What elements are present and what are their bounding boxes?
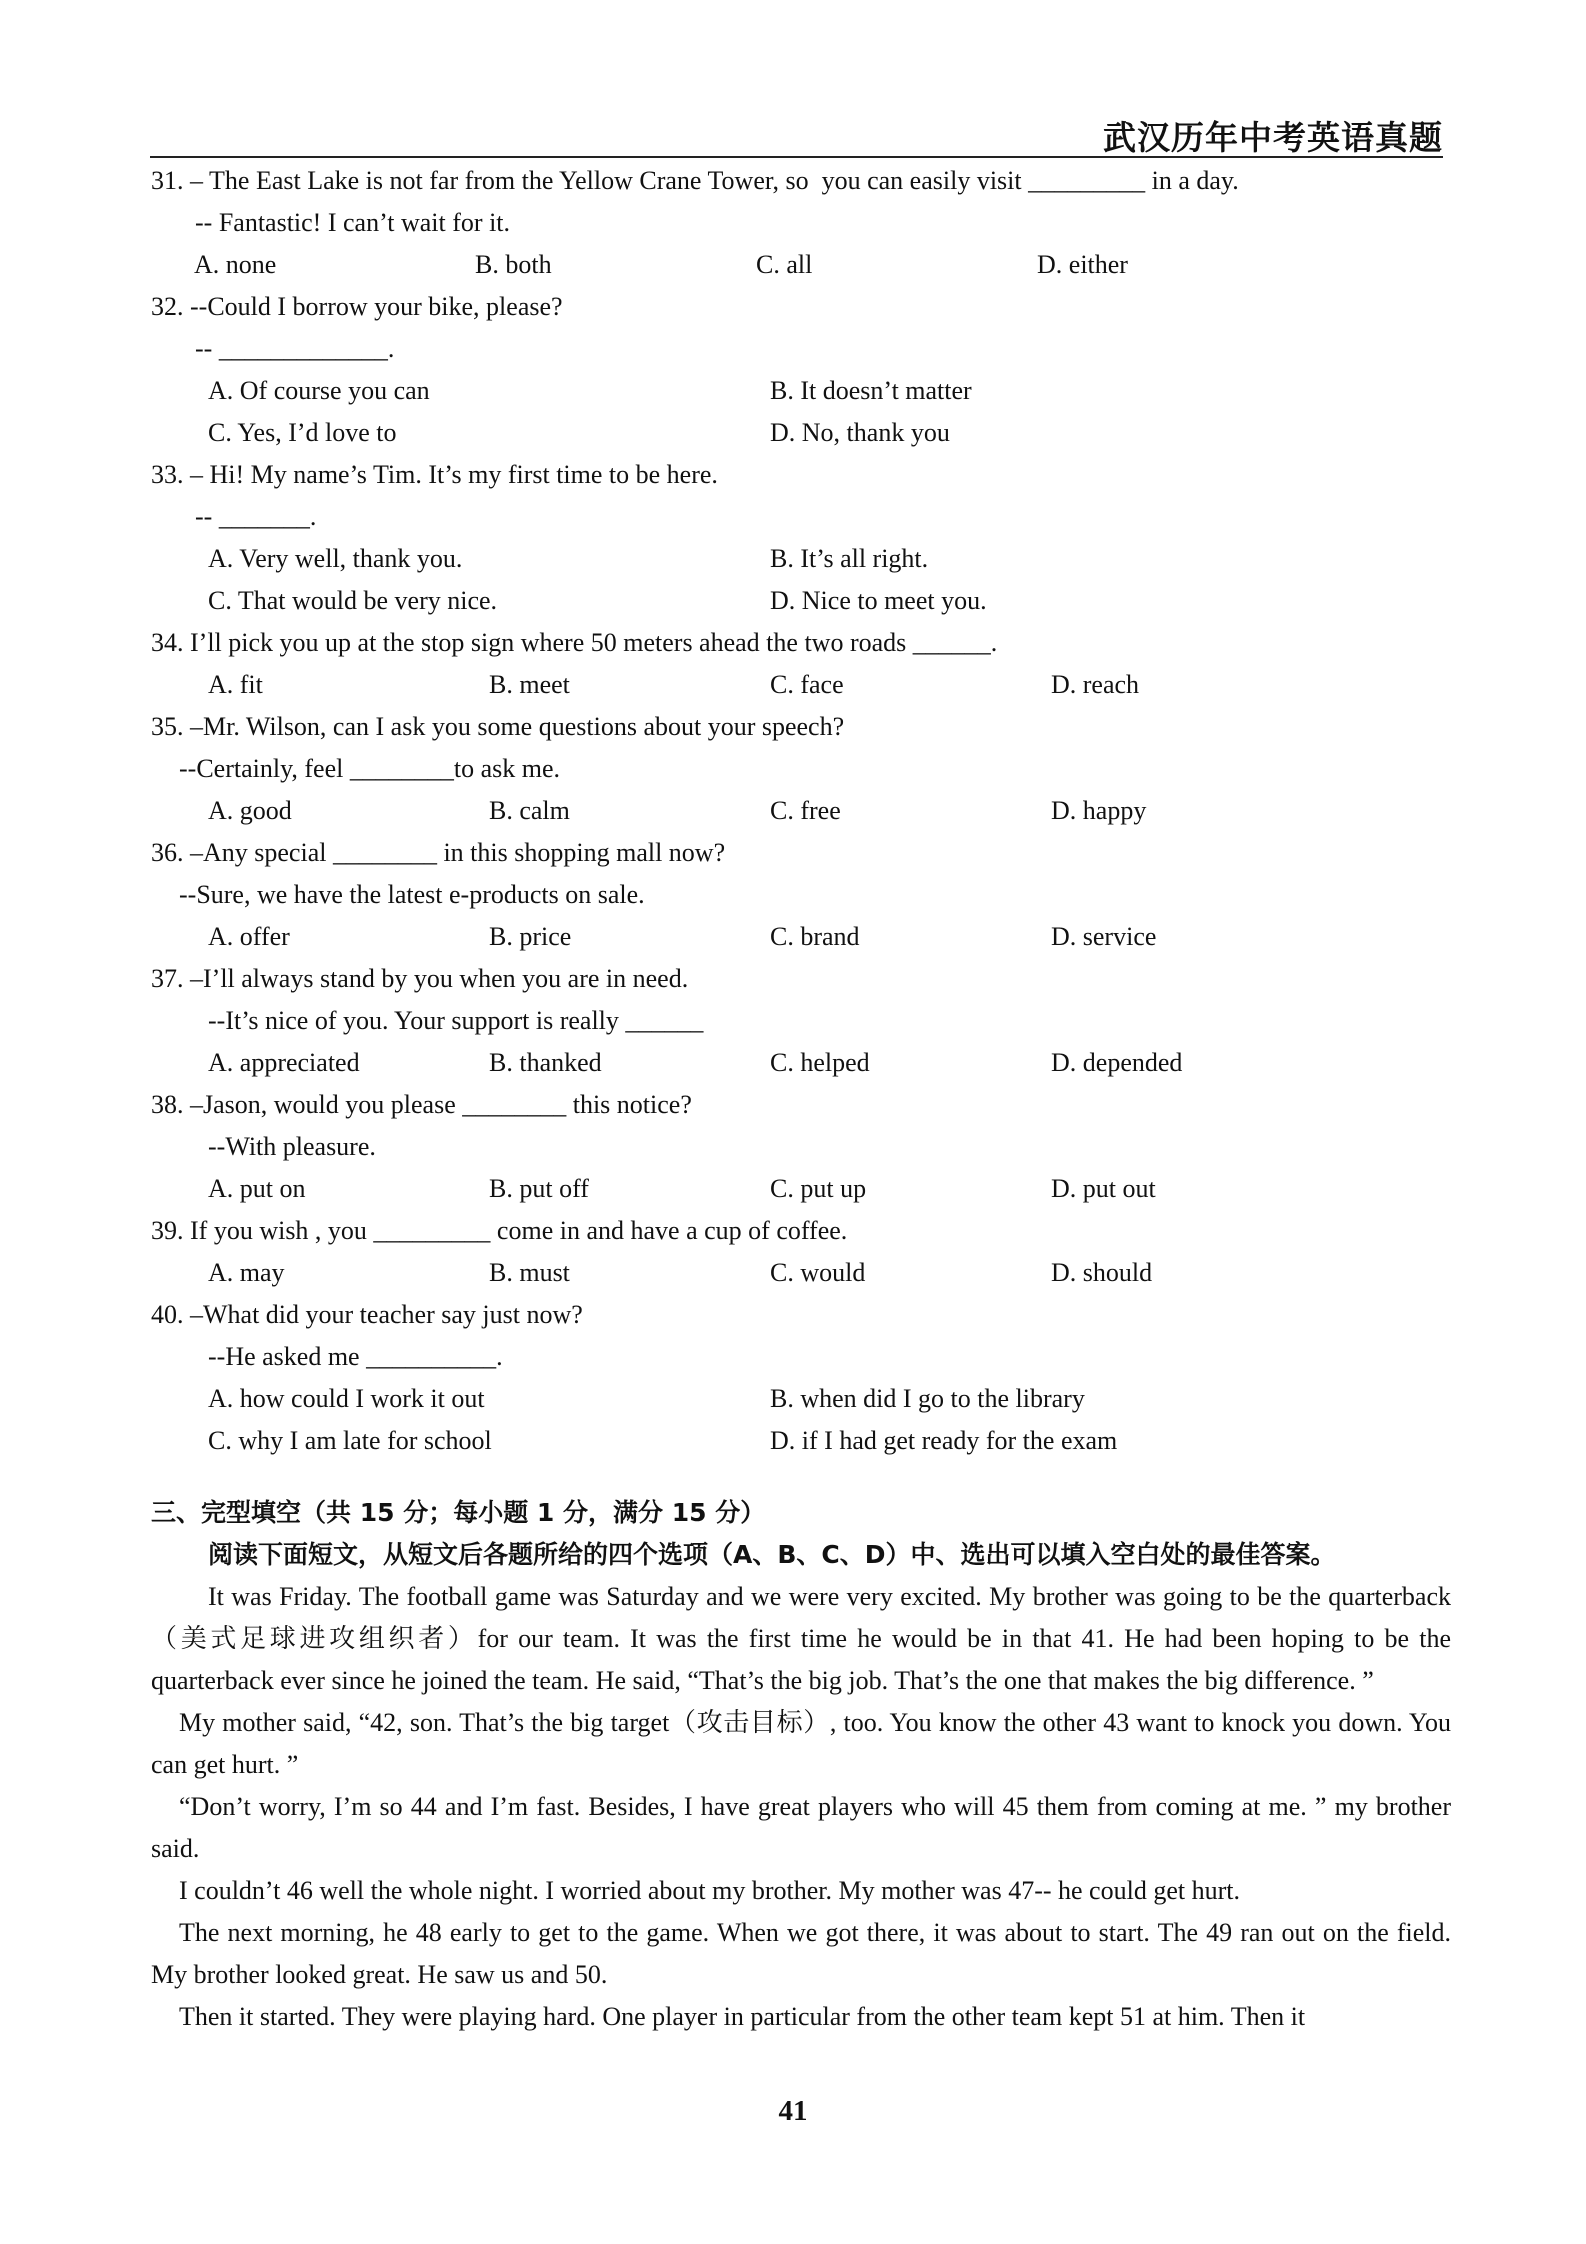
option-b: B. It’s all right. [770, 544, 929, 573]
question-40-stem: 40. –What did your teacher say just now? [151, 1300, 583, 1329]
option-a: A. how could I work it out [208, 1384, 485, 1413]
option-b: B. price [489, 922, 572, 951]
option-d: D. should [1051, 1258, 1153, 1287]
header-rule [150, 156, 1443, 158]
content [151, 160, 1451, 2038]
option-c: C. face [770, 670, 844, 699]
question-31-stem: 31. – The East Lake is not far from the Yellow Crane Tower, so you can easily visit _________ in a day. [151, 166, 1239, 195]
option-b: B. must [489, 1258, 570, 1287]
option-c: C. brand [770, 922, 860, 951]
option-c: C. why I am late for school [208, 1426, 492, 1455]
question-38-response: --With pleasure. [208, 1132, 376, 1161]
passage-paragraph-4: I couldn’t 46 well the whole night. I worried about my brother. My mother was 47-- he could get hurt. [179, 1876, 1240, 1905]
question-33-options-row1 [151, 538, 1451, 580]
option-d: D. reach [1051, 670, 1140, 699]
option-b: B. meet [489, 670, 570, 699]
option-b: B. when did I go to the library [770, 1384, 1085, 1413]
option-a: A. may [208, 1258, 285, 1287]
question-36-options [151, 916, 1451, 958]
question-37-options [151, 1042, 1451, 1084]
question-40-options-row1 [151, 1378, 1451, 1420]
question-37-response: --It’s nice of you. Your support is really ______ [208, 1006, 704, 1035]
option-a: A. none [194, 250, 277, 279]
option-a: A. put on [208, 1174, 306, 1203]
passage-paragraph-5: The next morning, he 48 early to get to the game. When we got there, it was about to start. The 49 ran out on the field. My brother looked great. He saw us and 50. [151, 1918, 1451, 1989]
option-d: D. either [1037, 250, 1128, 279]
question-36-stem: 36. –Any special ________ in this shopping mall now? [151, 838, 726, 867]
option-d: D. if I had get ready for the exam [770, 1426, 1118, 1455]
question-35-response: --Certainly, feel ________to ask me. [179, 754, 560, 783]
question-34-stem: 34. I’ll pick you up at the stop sign where 50 meters ahead the two roads ______. [151, 628, 998, 657]
option-a: A. appreciated [208, 1048, 360, 1077]
question-32-response: -- _____________. [195, 334, 395, 363]
passage-paragraph-3: “Don’t worry, I’m so 44 and I’m fast. Besides, I have great players who will 45 them from coming at me. ” my brother said. [151, 1792, 1451, 1863]
option-a: A. offer [208, 922, 290, 951]
question-37-stem: 37. –I’ll always stand by you when you are in need. [151, 964, 689, 993]
passage-paragraph-1: It was Friday. The football game was Saturday and we were very excited. My brother was going to be the quarterback（美式足球进攻组织者）for our team. It was the first time he would be in that 41. He had been hoping to be the quarterback ever since he joined the team. He said, “That’s the big job. That’s the one that makes the big difference. ” [151, 1582, 1451, 1695]
question-33-stem: 33. – Hi! My name’s Tim. It’s my first time to be here. [151, 460, 718, 489]
option-b: B. It doesn’t matter [770, 376, 972, 405]
question-39-stem: 39. If you wish , you _________ come in and have a cup of coffee. [151, 1216, 848, 1245]
question-35-stem: 35. –Mr. Wilson, can I ask you some questions about your speech? [151, 712, 845, 741]
option-d: D. Nice to meet you. [770, 586, 987, 615]
option-c: C. all [756, 250, 813, 279]
option-b: B. put off [489, 1174, 589, 1203]
option-d: D. happy [1051, 796, 1147, 825]
question-32-stem: 32. --Could I borrow your bike, please? [151, 292, 563, 321]
question-35-options [151, 790, 1451, 832]
question-33-response: -- _______. [195, 502, 317, 531]
option-c: C. put up [770, 1174, 867, 1203]
question-39-options [151, 1252, 1451, 1294]
option-c: C. free [770, 796, 841, 825]
question-31-options [151, 244, 1451, 286]
option-b: B. both [475, 250, 552, 279]
question-38-options [151, 1168, 1451, 1210]
option-c: C. That would be very nice. [208, 586, 498, 615]
option-d: D. service [1051, 922, 1157, 951]
option-a: A. Of course you can [208, 376, 430, 405]
option-a: A. good [208, 796, 292, 825]
option-b: B. calm [489, 796, 570, 825]
option-a: A. fit [208, 670, 263, 699]
option-b: B. thanked [489, 1048, 602, 1077]
passage-paragraph-6: Then it started. They were playing hard. One player in particular from the other team kept 51 at him. Then it [179, 2002, 1306, 2031]
header-title: 武汉历年中考英语真题 [1103, 118, 1443, 157]
question-32-options-row2 [151, 412, 1451, 454]
question-38-stem: 38. –Jason, would you please ________ this notice? [151, 1090, 692, 1119]
section-title: 三、完型填空（共 15 分；每小题 1 分，满分 15 分） [151, 1498, 766, 1527]
passage-paragraph-2: My mother said, “42, son. That’s the big target（攻击目标）, too. You know the other 43 want to knock you down. You can get hurt. ” [151, 1708, 1451, 1779]
question-40-options-row2 [151, 1420, 1451, 1462]
question-31-response: -- Fantastic! I can’t wait for it. [195, 208, 511, 237]
option-d: D. depended [1051, 1048, 1183, 1077]
option-c: C. would [770, 1258, 866, 1287]
question-34-options [151, 664, 1451, 706]
option-c: C. helped [770, 1048, 870, 1077]
option-d: D. put out [1051, 1174, 1156, 1203]
section-instruction: 阅读下面短文，从短文后各题所给的四个选项（A、B、C、D）中、选出可以填入空白处的最佳答案。 [208, 1540, 1336, 1569]
question-32-options-row1 [151, 370, 1451, 412]
option-c: C. Yes, I’d love to [208, 418, 397, 447]
question-40-response: --He asked me __________. [208, 1342, 503, 1371]
question-33-options-row2 [151, 580, 1451, 622]
page-number: 41 [778, 2095, 808, 2127]
question-36-response: --Sure, we have the latest e-products on sale. [179, 880, 645, 909]
option-d: D. No, thank you [770, 418, 950, 447]
option-a: A. Very well, thank you. [208, 544, 463, 573]
